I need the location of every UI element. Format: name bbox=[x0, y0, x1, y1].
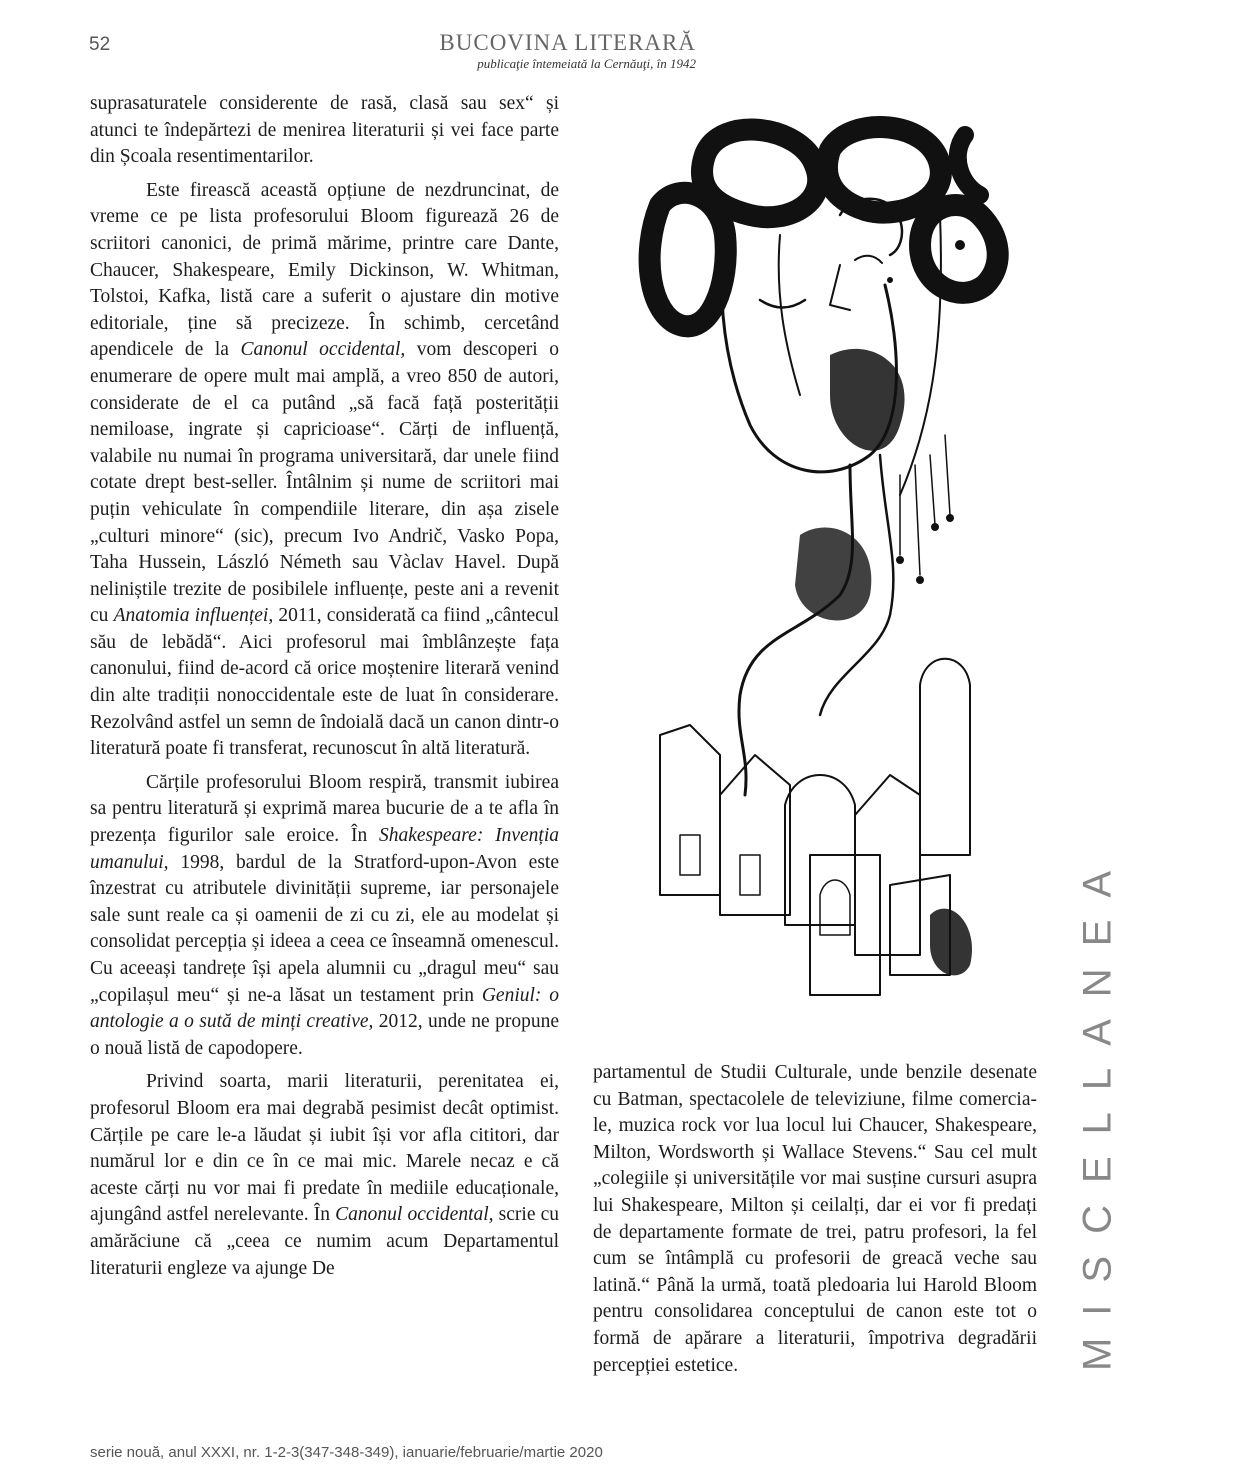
section-label-vertical bbox=[1070, 830, 1130, 1390]
paragraph-2: Este firească această opțiune de nezdruncinat, de vreme ce pe lista profesorului Bloom figurează 26 de scriitori canonici, de primă mărime, printre care Dante, Chaucer, Shakespeare, Emily Dickinson, W. Whitman, Tolstoi, Kafka, listă care a suferit o ajustare din motive editoriale, ține să precizeze. În schimb, cercetând apendicele de la Canonul occidental, vom descoperi o enumerare de opere mult mai amplă, a vreo 850 de autori, considerate de el ca putând „să facă față posterității nemiloase, ingrate și capricioase“. Cărți de influență, valabile nu numai în programa universitară, dar unele fiind cotate drept best-seller. Întâlnim și nume de scriitori mai puțin vehiculate în compendiile literare, din așa zisele „culturi minore“ (sic), precum Ivo Andrič, Vasko Popa, Taha Hussein, László Németh sau Vàclav Havel. După neliniștile trezite de posibilele influențe, peste ani a revenit cu Anatomia influenței, 2011, considerată ca fiind „cântecul său de lebădă“. Aici profesorul mai îmblânzește fața canonului, fiind de-acord că orice moștenire literară venind din alte tradiții nonoccidentale este de luat în considerare. Rezolvând astfel un semn de îndoială dacă un canon dintr-o literatură poate fi transferat, recunoscut în altă literatură. bbox=[90, 179, 559, 760]
book-title: Canonul occidental, bbox=[240, 339, 406, 361]
left-text-column bbox=[90, 91, 559, 1289]
paragraph-1: suprasaturatele considerente de rasă, clasă sau sex“ și atunci te îndepărtezi de menirea literaturii și vei face parte din Școala resentimentarilor. bbox=[90, 93, 559, 168]
book-title: Shakespeare: Invenția umanului, bbox=[90, 825, 559, 873]
masthead bbox=[439, 30, 696, 72]
book-title: Anatomia influenței, bbox=[113, 605, 274, 627]
ink-illustration bbox=[600, 95, 1070, 1025]
right-text-column bbox=[593, 1060, 1037, 1386]
paragraph-4: Privind soarta, marii literaturii, perenitatea ei, profesorul Bloom era mai degrabă pesimist decât optimist. Cărțile pe care le-a lăudat și iubit își vor afla cititori, dar numărul lor e din ce în ce mai mic. Marele necaz e că aceste cărți nu vor mai fi predate în mediile educaționale, ajungând astfel nerelevante. În Canonul occidental, scrie cu amărăciune că „ceea ce numim acum Departamentul literaturii engleze va ajunge De bbox=[90, 1071, 559, 1279]
section-label-text: MISCELLANEA bbox=[1075, 848, 1120, 1372]
page-number: 52 bbox=[89, 34, 111, 55]
journal-subtitle: publicaţie întemeiată la Cernăuţi, în 1942 bbox=[477, 56, 696, 71]
book-title: Canonul occidental, bbox=[335, 1204, 494, 1226]
issue-footer: serie nouă, anul XXXI, nr. 1-2-3(347-348-349), ianuarie/februarie/martie 2020 bbox=[90, 1444, 603, 1461]
paragraph-3: Cărțile profesorului Bloom respiră, transmit iubirea sa pentru literatură și exprimă marea bucurie de a te afla în prezența figurilor sale eroice. În Shakespeare: Invenția umanului, 1998, bardul de la Stratford-upon-Avon este înzestrat cu atributele divinității supreme, iar personajele sale sunt reale ca și oamenii de zi cu zi, ele au modelat și consolidat percepția și ideea a ceea ce înseamnă omenescul. Cu aceeași tandrețe își apela alumnii cu „dragul meu“ sau „copilașul meu“ și ne-a lăsat un testament prin Geniul: o antologie a o sută de minți creative, 2012, unde ne propune o nouă listă de capodopere. bbox=[90, 771, 559, 1059]
journal-title: BUCOVINA LITERARĂ bbox=[439, 30, 696, 55]
paragraph-continued: partamentul de Studii Culturale, unde benzile desenate cu Batman, spectacolele de televiziune, filme comerciale, muzica rock vor lua locul lui Chaucer, Shakespeare, Milton, Wordsworth și Wallace Stevens.“ Sau cel mult „colegiile și universitățile vor mai susține cursuri asupra lui Shakespeare, Milton și ceilalți, dar ei vor fi predați de departamente formate de trei, patru profesori, la fel cum se întâmplă cu profesorii de greacă veche sau latină.“ Până la urmă, toată pledoaria lui Harold Bloom pentru consolidarea conceptului de canon este tot o formă de apărare a literaturii, împotriva degradării percepției estetice. bbox=[593, 1062, 1037, 1376]
book-title: Geniul: o antologie a o sută de minți creative, bbox=[90, 984, 559, 1033]
